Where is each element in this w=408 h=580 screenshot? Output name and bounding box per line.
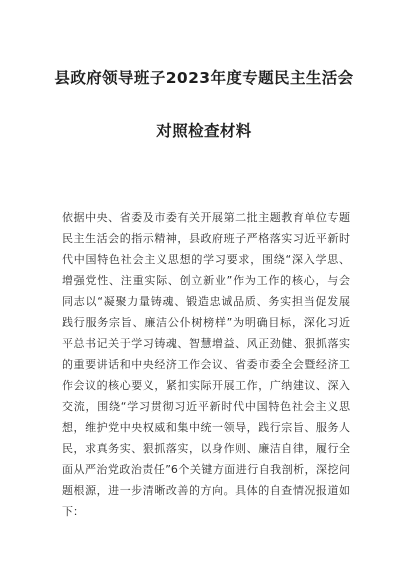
paragraph-line: 题根源，进一步清晰改善的方向。具体的自查情况报道如 [62, 484, 350, 497]
paragraph-line: 平总书记关于学习铸魂、智慧增益、风正劲健、狠抓落实 [62, 337, 350, 350]
paragraph-line: 作会议的核心要义，紧扣实际开展工作，广纳建议、深入 [62, 379, 350, 392]
document-subtitle: 对照检查材料 [156, 122, 252, 140]
paragraph-line: 面从严治党政治责任”6个关键方面进行自我剖析，深挖问 [62, 463, 350, 476]
paragraph-line: 依据中央、省委及市委有关开展第二批主题教育单位专题 [62, 211, 350, 224]
paragraph-line: 同志以“凝聚力量铸魂、锻造忠诚品质、务实担当促发展 [62, 295, 350, 308]
paragraph-line: 代中国特色社会主义思想的学习要求，围绕“深入学思、 [62, 253, 350, 266]
paragraph-line: 民主生活会的指示精神，县政府班子严格落实习近平新时 [62, 232, 350, 245]
paragraph-line: 的重要讲话和中央经济工作会议、省委市委全会暨经济工 [62, 358, 350, 371]
body-paragraph [62, 207, 350, 522]
paragraph-line: 想，维护党中央权威和集中统一领导，践行宗旨、服务人 [62, 421, 350, 434]
document-title: 县政府领导班子2023年度专题民主生活会 [54, 69, 354, 87]
paragraph-line: 践行服务宗旨、廉洁公仆树榜样”为明确目标，深化习近 [62, 316, 350, 329]
paragraph-line: 交流，围绕“学习贯彻习近平新时代中国特色社会主义思 [62, 400, 350, 413]
paragraph-line: 增强党性、注重实际、创立新业”作为工作的核心，与会 [62, 274, 350, 287]
paragraph-line: 下： [62, 505, 84, 518]
paragraph-line: 民，求真务实、狠抓落实，以身作则、廉洁自律，履行全 [62, 442, 350, 455]
